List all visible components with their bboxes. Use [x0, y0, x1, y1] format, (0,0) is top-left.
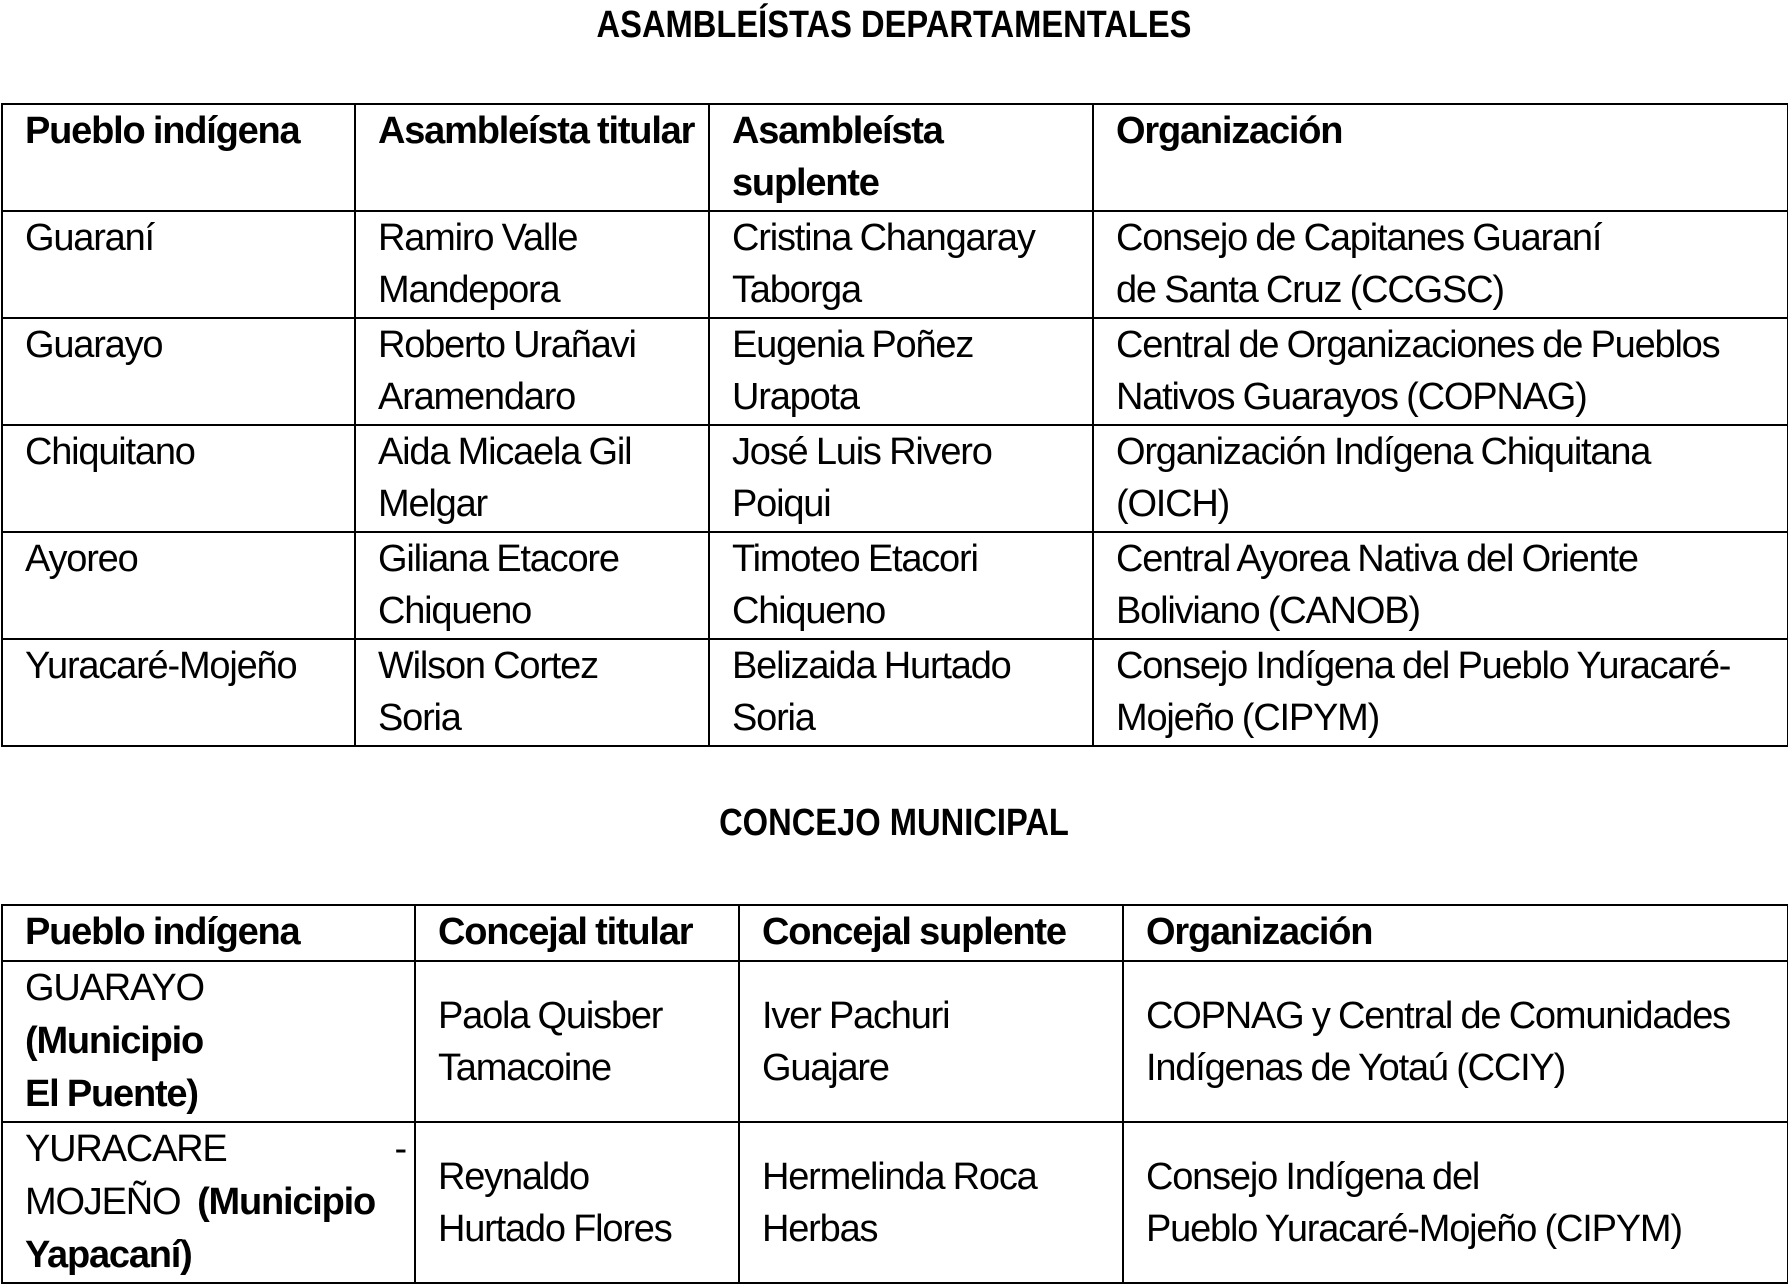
cell-organizacion	[1123, 961, 1788, 1122]
org-line: Consejo de Capitanes Guaraní	[1116, 217, 1602, 259]
header-organizacion: Organización	[1093, 104, 1788, 211]
cell-pueblo	[2, 318, 355, 425]
titular-line: Tamacoine	[438, 1046, 611, 1089]
titular-line: Hurtado Flores	[438, 1207, 672, 1250]
pueblo-text: Yuracaré-Mojeño	[25, 645, 297, 687]
concejo-table	[1, 904, 1788, 1284]
cell-organizacion	[1123, 1122, 1788, 1283]
table-row	[2, 639, 1788, 746]
suplente-line: Hermelinda Roca	[762, 1155, 1037, 1198]
title-concejo: CONCEJO MUNICIPAL	[719, 802, 1069, 844]
titular-line: Ramiro Valle	[378, 217, 578, 259]
pueblo-line: Yapacaní)	[25, 1234, 192, 1276]
titular-line: Aramendaro	[378, 376, 576, 418]
suplente-line: Soria	[732, 697, 815, 739]
titular-line: Chiqueno	[378, 590, 532, 632]
table-row	[2, 961, 1788, 1122]
pueblo-text: Guarayo	[25, 324, 163, 366]
titular-line: Paola Quisber	[438, 994, 663, 1037]
org-line: Mojeño (CIPYM)	[1116, 697, 1380, 739]
titular-line: Roberto Urañavi	[378, 324, 636, 366]
suplente-line: Taborga	[732, 269, 861, 311]
titular-line: Soria	[378, 697, 461, 739]
cell-suplente	[739, 961, 1123, 1122]
pueblo-line	[25, 1123, 406, 1176]
org-line: Pueblo Yuracaré-Mojeño (CIPYM)	[1146, 1207, 1682, 1250]
cell-titular	[355, 425, 709, 532]
org-line: COPNAG y Central de Comunidades	[1146, 994, 1730, 1037]
cell-titular	[355, 211, 709, 318]
table-header-row	[2, 104, 1788, 211]
header-titular: Concejal titular	[415, 905, 739, 961]
cell-pueblo	[2, 425, 355, 532]
titular-line: Melgar	[378, 483, 487, 525]
header-titular: Asambleísta titular	[355, 104, 709, 211]
suplente-line: Herbas	[762, 1207, 878, 1250]
title-asambleistas: ASAMBLEÍSTAS DEPARTAMENTALES	[596, 4, 1192, 46]
cell-suplente	[709, 318, 1093, 425]
header-pueblo: Pueblo indígena	[2, 905, 415, 961]
suplente-line: Urapota	[732, 376, 859, 418]
org-line: Consejo Indígena del Pueblo Yuracaré-	[1116, 645, 1731, 687]
suplente-line: Belizaida Hurtado	[732, 645, 1011, 687]
suplente-line: Cristina Changaray	[732, 217, 1035, 259]
cell-titular	[415, 1122, 739, 1283]
header-suplente: Concejal suplente	[739, 905, 1123, 961]
suplente-line: Timoteo Etacori	[732, 538, 978, 580]
cell-organizacion	[1093, 532, 1788, 639]
suplente-line: Iver Pachuri	[762, 994, 950, 1037]
pueblo-dash: -	[394, 1128, 406, 1170]
pueblo-line	[25, 1176, 406, 1229]
cell-titular	[355, 532, 709, 639]
titular-line: Aida Micaela Gil	[378, 431, 632, 473]
suplente-line: José Luis Rivero	[732, 431, 992, 473]
cell-pueblo	[2, 961, 415, 1122]
suplente-line: Poiqui	[732, 483, 831, 525]
pueblo-text: Chiquitano	[25, 431, 195, 473]
cell-titular	[415, 961, 739, 1122]
table-header-row	[2, 905, 1788, 961]
suplente-line: Guajare	[762, 1046, 889, 1089]
table-row	[2, 532, 1788, 639]
pueblo-word: YURACARE	[25, 1128, 227, 1170]
pueblo-text: Guaraní	[25, 217, 154, 259]
cell-suplente	[709, 639, 1093, 746]
titular-line: Wilson Cortez	[378, 645, 598, 687]
pueblo-word: MOJEÑO	[25, 1181, 181, 1223]
cell-suplente	[709, 425, 1093, 532]
org-line: Consejo Indígena del	[1146, 1155, 1480, 1198]
org-line: Organización Indígena Chiquitana	[1116, 431, 1651, 473]
suplente-line: Eugenia Poñez	[732, 324, 974, 366]
header-organizacion: Organización	[1123, 905, 1788, 961]
cell-organizacion	[1093, 318, 1788, 425]
table-row	[2, 425, 1788, 532]
titular-line: Mandepora	[378, 269, 560, 311]
table-row	[2, 318, 1788, 425]
header-suplente: Asambleísta suplente	[709, 104, 1093, 211]
cell-organizacion	[1093, 639, 1788, 746]
cell-pueblo	[2, 639, 355, 746]
titular-line: Giliana Etacore	[378, 538, 619, 580]
asambleistas-table	[1, 103, 1788, 747]
cell-pueblo	[2, 211, 355, 318]
org-line: Central Ayorea Nativa del Oriente	[1116, 538, 1638, 580]
org-line: Indígenas de Yotaú (CCIY)	[1146, 1046, 1566, 1089]
suplente-line: Chiqueno	[732, 590, 886, 632]
cell-pueblo	[2, 1122, 415, 1283]
pueblo-line: (Municipio	[25, 1020, 203, 1062]
cell-suplente	[709, 211, 1093, 318]
table-row	[2, 1122, 1788, 1283]
cell-titular	[355, 639, 709, 746]
org-line: Boliviano (CANOB)	[1116, 590, 1420, 632]
pueblo-text: Ayoreo	[25, 538, 138, 580]
pueblo-word: (Municipio	[197, 1181, 376, 1223]
titular-line: Reynaldo	[438, 1155, 589, 1198]
cell-pueblo	[2, 532, 355, 639]
cell-suplente	[709, 532, 1093, 639]
cell-suplente	[739, 1122, 1123, 1283]
header-pueblo: Pueblo indígena	[2, 104, 355, 211]
org-line: Central de Organizaciones de Pueblos	[1116, 324, 1720, 366]
org-line: (OICH)	[1116, 483, 1230, 525]
org-line: de Santa Cruz (CCGSC)	[1116, 269, 1504, 311]
org-line: Nativos Guarayos (COPNAG)	[1116, 376, 1587, 418]
pueblo-line: El Puente)	[25, 1073, 198, 1115]
cell-titular	[355, 318, 709, 425]
cell-organizacion	[1093, 425, 1788, 532]
table-row	[2, 211, 1788, 318]
pueblo-line: GUARAYO	[25, 967, 204, 1009]
cell-organizacion	[1093, 211, 1788, 318]
